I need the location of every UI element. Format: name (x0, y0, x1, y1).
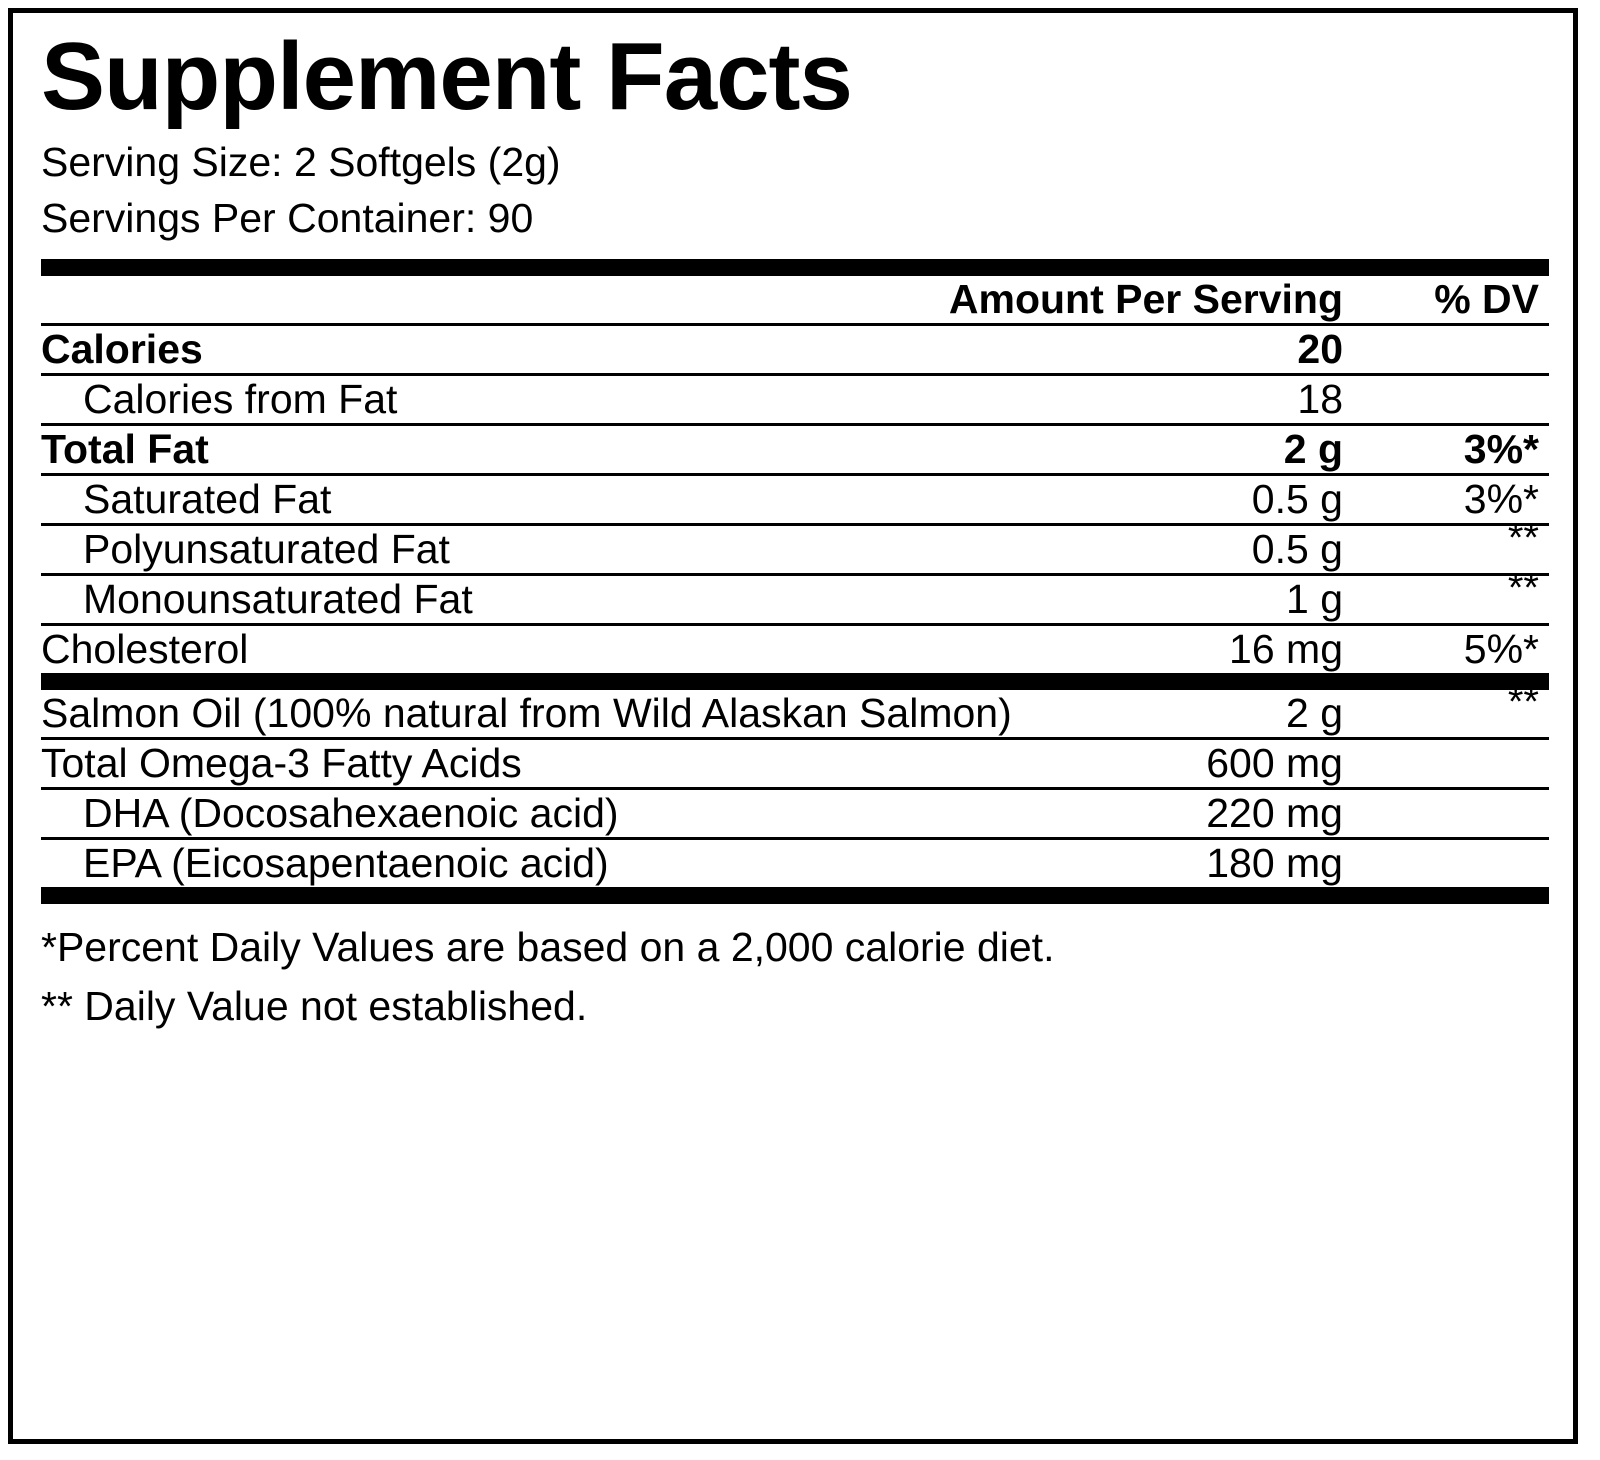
table-row (41, 626, 1549, 673)
row-label: Polyunsaturated Fat (83, 525, 450, 572)
nutrition-table-secondary (41, 679, 1549, 737)
row-dv (1351, 376, 1549, 423)
row-dv: 3%* (1463, 475, 1539, 522)
row-dv: ** (1507, 679, 1539, 724)
row-amount: 1 g (1286, 575, 1343, 622)
nutrition-rows-primary (41, 326, 1549, 373)
row-dv: ** (1507, 565, 1539, 610)
row-amount: 0.5 g (1251, 525, 1343, 572)
supplement-facts-panel (8, 8, 1578, 1444)
row-dv (1351, 326, 1549, 373)
table-row (41, 526, 1549, 573)
footnotes (41, 918, 1549, 1037)
table-row (41, 376, 1549, 423)
row-label: Calories from Fat (83, 375, 398, 422)
row-label: Total Omega-3 Fatty Acids (41, 739, 522, 786)
footnote-daily-values: *Percent Daily Values are based on a 2,000 calorie diet. (41, 923, 1055, 970)
supplement-facts-content (41, 23, 1549, 1037)
serving-size-text: Serving Size: 2 Softgels (2g) (41, 138, 561, 185)
row-amount: 16 mg (1229, 625, 1343, 672)
nutrition-rows-primary-4 (41, 476, 1549, 523)
row-dv (1351, 840, 1549, 887)
row-label: Monounsaturated Fat (83, 575, 473, 622)
nutrition-table-secondary-2 (41, 740, 1549, 787)
table-row (41, 740, 1549, 787)
header-nutrient (41, 276, 871, 323)
row-amount: 2 g (1283, 425, 1343, 472)
nutrition-table-secondary-3 (41, 790, 1549, 837)
table-header-row (41, 276, 1549, 323)
nutrition-rows-primary-5 (41, 515, 1549, 573)
table-row (41, 690, 1549, 737)
servings-per-container-text: Servings Per Container: 90 (41, 195, 534, 242)
row-label: Salmon Oil (100% natural from Wild Alaskan Salmon) (41, 689, 1012, 736)
table-row (41, 576, 1549, 623)
row-amount: 0.5 g (1251, 475, 1343, 522)
row-dv: 3%* (1463, 425, 1539, 472)
nutrition-rows-primary-6 (41, 565, 1549, 623)
nutrition-table-primary (41, 276, 1549, 323)
row-amount: 180 mg (1206, 839, 1343, 886)
row-dv: ** (1507, 515, 1539, 560)
row-amount: 220 mg (1206, 789, 1343, 836)
row-amount: 20 (1297, 325, 1343, 372)
table-row (41, 840, 1549, 887)
page-title: Supplement Facts (41, 23, 852, 130)
row-amount: 18 (1297, 375, 1343, 422)
table-row (41, 790, 1549, 837)
row-amount: 600 mg (1206, 739, 1343, 786)
divider-thick-bottom (41, 887, 1549, 904)
divider-thick-middle (41, 673, 1549, 690)
table-row (41, 426, 1549, 473)
row-dv (1351, 790, 1549, 837)
nutrition-rows-primary-2 (41, 376, 1549, 423)
row-amount: 2 g (1286, 689, 1343, 736)
row-label: Cholesterol (41, 625, 249, 672)
divider-thick-top (41, 259, 1549, 276)
row-dv: 5%* (1463, 625, 1539, 672)
row-label: Saturated Fat (83, 475, 332, 522)
row-label: Calories (41, 325, 203, 372)
row-dv (1351, 740, 1549, 787)
footnote-not-established: ** Daily Value not established. (41, 983, 588, 1030)
table-row (41, 476, 1549, 523)
row-label: EPA (Eicosapentaenoic acid) (83, 839, 609, 886)
nutrition-rows-primary-3 (41, 426, 1549, 473)
row-label: DHA (Docosahexaenoic acid) (83, 789, 619, 836)
nutrition-rows-primary-7 (41, 626, 1549, 673)
header-amount-per-serving: Amount Per Serving (948, 275, 1343, 322)
header-percent-dv: % DV (1434, 275, 1539, 322)
table-row (41, 326, 1549, 373)
nutrition-table-secondary-4 (41, 840, 1549, 887)
row-label: Total Fat (41, 425, 209, 472)
